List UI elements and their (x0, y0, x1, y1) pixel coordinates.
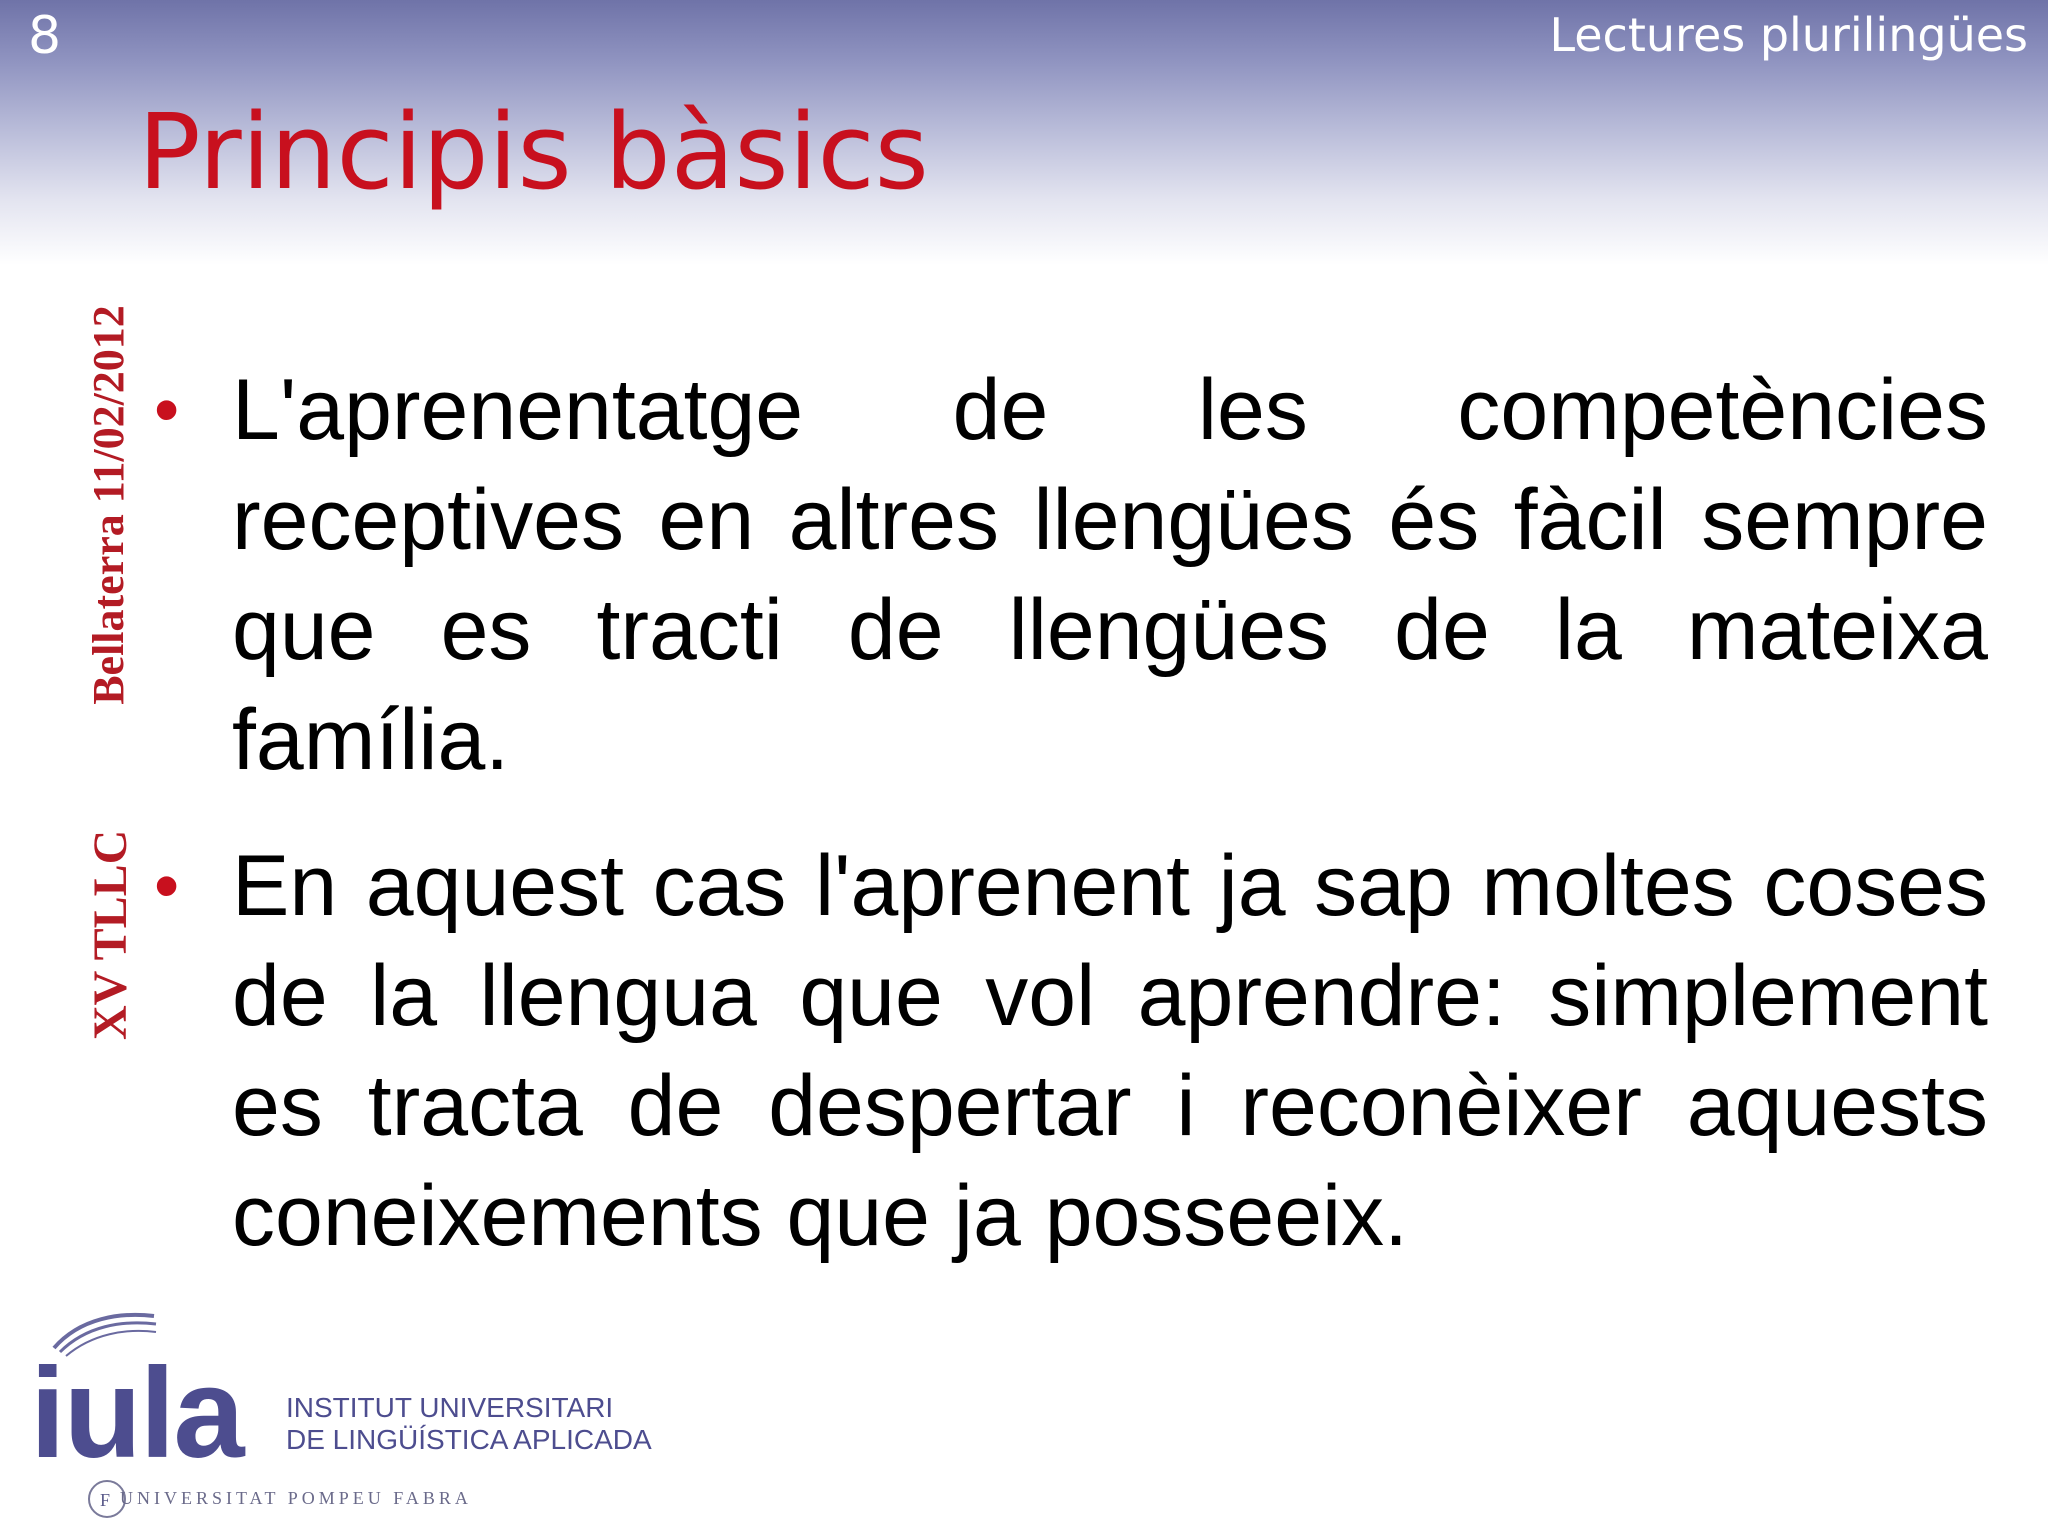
svg-text:F: F (100, 1490, 111, 1510)
bullet-text: En aquest cas l'aprenent ja sap moltes coses de la llengua que vol aprendre: simplement es tracta de despertar i reconèixer aquests coneixements que ja posseeix. (232, 838, 1988, 1264)
logo-institute-line1: INSTITUT UNIVERSITARI (286, 1392, 614, 1423)
sidebar-event-text: XV TLLC (84, 829, 137, 1040)
logo-wordmark: iula (30, 1342, 243, 1485)
sidebar-date-text: Bellaterra 11/02/2012 (84, 305, 133, 705)
logo-institute-line2: DE LINGÜÍSTICA APLICADA (286, 1424, 652, 1455)
deck-title: Lectures plurilingües (1549, 8, 2028, 62)
bullet-dot-icon: • (154, 370, 180, 450)
bullet-list (150, 355, 1988, 1307)
bullet-text: L'aprenentatge de les competències receptives en altres llengües és fàcil sempre que es tracti de llengües de la mateixa família. (232, 362, 1988, 788)
slide-title: Principis bàsics (138, 91, 929, 213)
slide-number: 8 (28, 6, 62, 66)
iula-logo (30, 1310, 650, 1530)
logo-university-text: UNIVERSITAT POMPEU FABRA (120, 1488, 472, 1508)
bullet-item (150, 355, 1988, 795)
bullet-dot-icon: • (154, 846, 180, 926)
bullet-item (150, 831, 1988, 1271)
